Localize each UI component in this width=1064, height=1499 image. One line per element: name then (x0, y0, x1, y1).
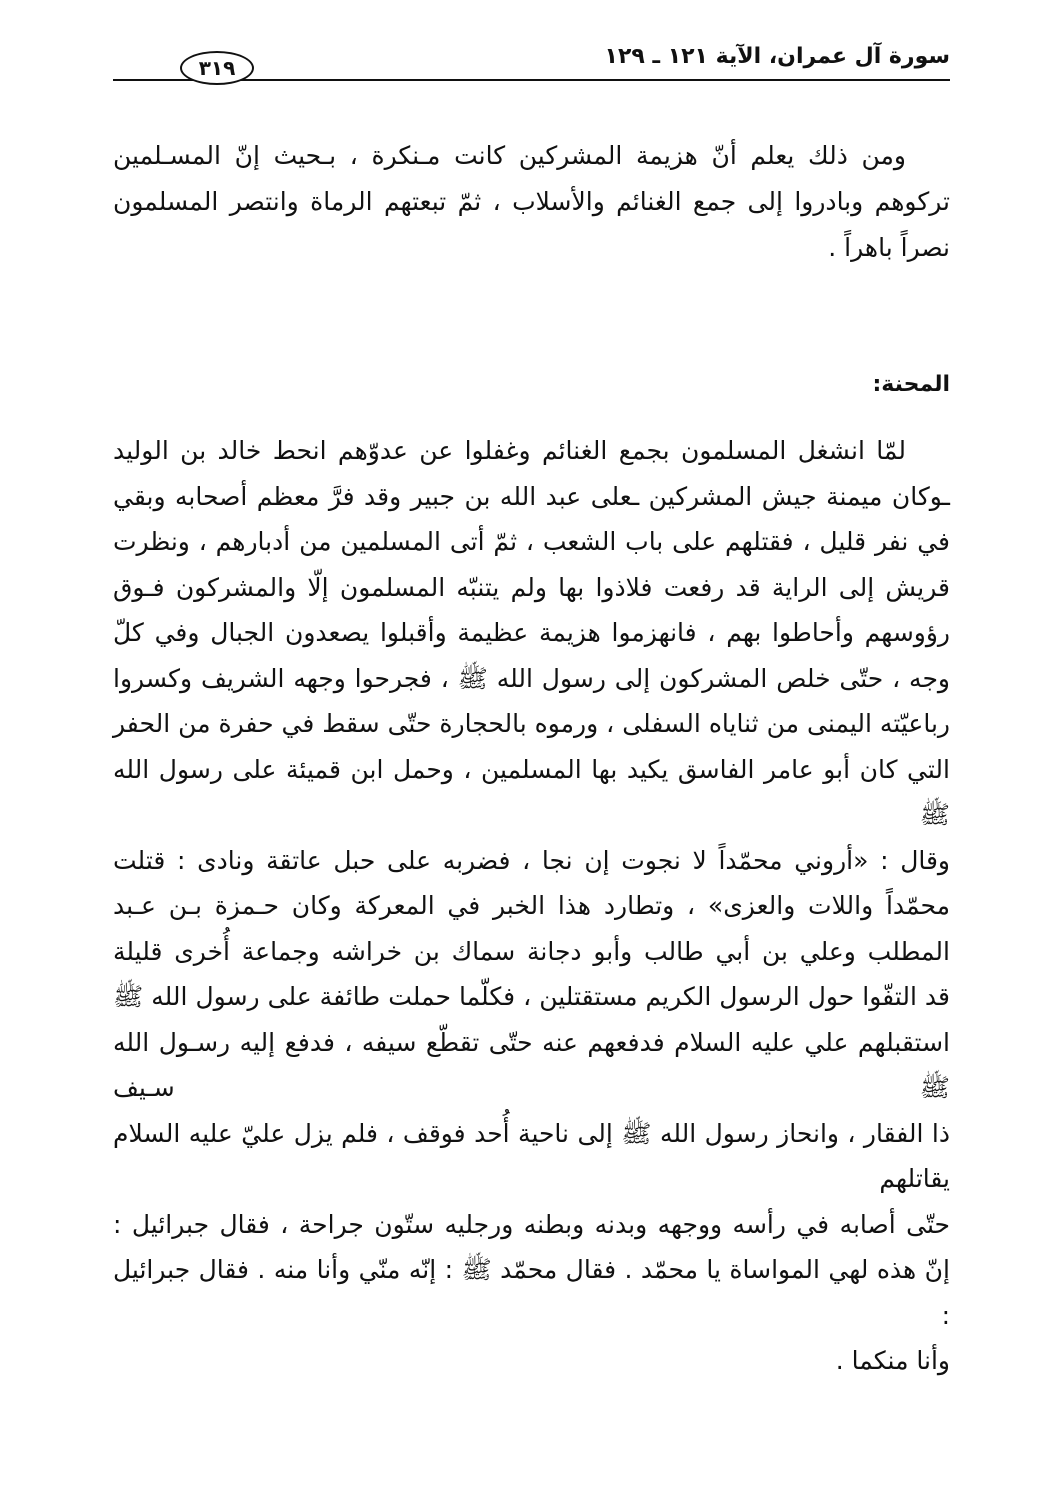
running-header (113, 36, 950, 82)
paragraph-line: المطلب وعلي بن أبي طالب وأبو دجانة سماك بن خراشه وجماعة أُخرى قليلة (113, 936, 950, 966)
paragraph-line: ـوكان ميمنة جيش المشركين ـعلى عبد الله بن جبير وقد فرَّ معظم أصحابه وبقي (113, 481, 950, 511)
paragraph-line: نصراً باهراً . (828, 233, 950, 262)
paragraph-line: رؤوسهم وأحاطوا بهم ، فانهزموا هزيمة عظيمة وأقبلوا يصعدون الجبال وفي كلّ (113, 618, 950, 647)
paragraph-line: رباعيّته اليمنى من ثناياه السفلى ، ورموه بالحجارة حتّى سقط في حفرة من الحفر (113, 709, 950, 738)
paragraph-line: التي كان أبو عامر الفاسق يكيد بها المسلمين ، وحمل ابن قميئة على رسول الله ﷺ (113, 754, 950, 829)
paragraph-line: ذا الفقار ، وانحاز رسول الله ﷺ إلى ناحية أُحد فوقف ، فلم يزل عليّ عليه السلام يقاتلهم (113, 1118, 950, 1193)
paragraph-line: وأنا منكما . (835, 1346, 950, 1375)
paragraph-ordeal (113, 428, 950, 1384)
paragraph-line: في نفر قليل ، فقتلهم على باب الشعب ، ثمّ أتى المسلمين من أدبارهم ، ونظرت (113, 527, 950, 556)
section-heading: المحنة: (872, 372, 950, 397)
paragraph-line: وجه ، حتّى خلص المشركون إلى رسول الله ﷺ ، فجرحوا وجهه الشريف وكسروا (113, 663, 950, 693)
paragraph-line: إنّ هذه لهي المواساة يا محمّد . فقال محمّد ﷺ : إنّه منّي وأنا منه . فقال جبرائيل : (113, 1255, 950, 1330)
page-number-badge (180, 51, 254, 85)
paragraph-line: وقال : «أروني محمّداً لا نجوت إن نجا ، فضربه على حبل عاتقة ونادى : قتلت (113, 845, 950, 875)
paragraph-line: قريش إلى الراية قد رفعت فلاذوا بها ولم يتنبّه المسلمون إلّا والمشركون فـوق (113, 572, 950, 602)
page-number: ٣١٩ (198, 56, 236, 80)
paragraph-intro (113, 133, 950, 271)
paragraph-line: محمّداً واللات والعزى» ، وتطارد هذا الخبر في المعركة وكان حـمزة بـن عـبد (113, 891, 950, 920)
paragraph-line: لمّا انشغل المسلمون بجمع الغنائم وغفلوا عن عدوّهم انحط خالد بن الوليد (113, 436, 906, 465)
paragraph-line: حتّى أصابه في رأسه ووجهه وبدنه وبطنه ورجليه ستّون جراحة ، فقال جبرائيل : (113, 1209, 950, 1239)
paragraph-line: قد التفّوا حول الرسول الكريم مستقتلين ، فكلّما حملت طائفة على رسول الله ﷺ (113, 982, 950, 1011)
paragraph-line: ومن ذلك يعلم أنّ هزيمة المشركين كانت مـنكرة ، بـحيث إنّ المسـلمين (113, 141, 906, 170)
paragraph-line: استقبلهم علي عليه السلام فدفعهم عنه حتّى تقطّع سيفه ، فدفع إليه رسـول الله ﷺ سـيف (113, 1027, 950, 1102)
running-header-title: سورة آل عمران، الآية ١٢١ ـ ١٢٩ (604, 44, 950, 69)
paragraph-line: تركوهم وبادروا إلى جمع الغنائم والأسلاب ، ثمّ تبعتهم الرماة وانتصر المسلمون (113, 187, 950, 216)
